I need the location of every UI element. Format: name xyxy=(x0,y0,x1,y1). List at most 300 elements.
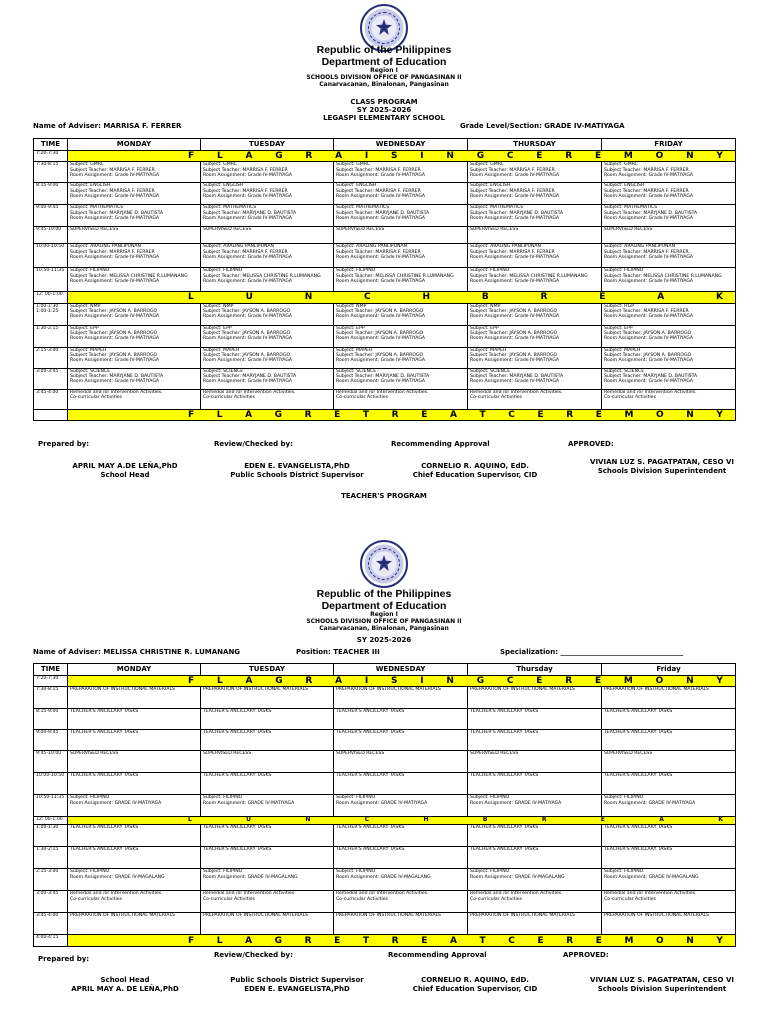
band-letter: L xyxy=(216,409,223,420)
signatory-prepared xyxy=(40,976,210,994)
schedule-cell: Subject: ENGLISH Subject Teacher: MARRISA F. FERRER Room Assignment: Grade IV-MATIYAGA xyxy=(468,183,602,205)
schedule-cell: PREPARATION OF INSTRUCTIONAL MATERIALS xyxy=(602,913,736,935)
band-letter: A xyxy=(659,816,664,824)
school-year: SY 2025-2026 xyxy=(356,106,412,115)
yellow-band xyxy=(68,151,736,162)
band-letter: N xyxy=(446,151,454,161)
table-row xyxy=(34,244,736,268)
band-letter: O xyxy=(655,151,664,161)
schedule-cell: Subject: EPP Subject Teacher: JAYSON A. BARROGO Room Assignment: Grade IV-MATIYAGA xyxy=(68,325,201,347)
band-letter: A xyxy=(245,935,253,946)
band-letter: L xyxy=(216,676,223,686)
schedule-cell: Subject: GMRC Subject Teacher: MARRISA F. FERRER Room Assignment: Grade IV-MATIYAGA xyxy=(68,162,201,183)
schedule-cell: Subject: MAPEH Subject Teacher: JAYSON A. BARROGO Room Assignment: Grade IV-MATIYAGA xyxy=(334,347,468,368)
schedule-cell: Subject: EPP Subject Teacher: JAYSON A. BARROGO Room Assignment: Grade IV-MATIYAGA xyxy=(602,325,736,347)
signatory-name: CORNELIO R. AQUINO, EdD. xyxy=(421,462,529,470)
schedule-cell: Subject: ENGLISH Subject Teacher: MARRISA F. FERRER Room Assignment: Grade IV-MATIYAGA xyxy=(68,183,201,205)
time-cell: 1:00-1:30 1:00-1:25 xyxy=(34,303,68,325)
schedule-cell: Subject: ARALING PANLIPUNAN Subject Teacher: MARRISA F. FERRER Room Assignment: Grade IV-MATIYAGA xyxy=(68,244,201,268)
schedule-cell: Subject: NMP Subject Teacher: JAYSON A. BARROGO Room Assignment: Grade IV-MATIYAGA xyxy=(68,303,201,325)
band-letter: E xyxy=(594,151,602,161)
schedule-cell: Remedial and /or Intervention Activities. Co-curricular Activities xyxy=(602,891,736,913)
schedule-cell: TEACHER'S ANCILLARY TASKS xyxy=(68,709,201,730)
band-letter: N xyxy=(686,935,694,946)
band-letter: A xyxy=(245,151,253,161)
signatory-name: APRIL MAY A. DE LEÑA,PhD xyxy=(71,984,179,993)
schedule-cell: Subject: FILIPINO Subject Teacher: MELISSA CHRISTINE R.LUMANANG Room Assignment: Grade IV-MATIYAGA xyxy=(68,268,201,292)
band-letter: C xyxy=(364,292,371,303)
schedule-cell: SUPERVISED RECESS xyxy=(602,227,736,244)
page1-program-block xyxy=(0,98,768,122)
band-letter: T xyxy=(362,409,370,420)
table-row xyxy=(34,825,736,847)
column-header: TIME xyxy=(34,139,68,151)
schedule-cell: PREPARATION OF INSTRUCTIONAL MATERIALS xyxy=(68,913,201,935)
band-letter: U xyxy=(245,292,253,303)
schedule-cell: Subject: MATHEMATICS Subject Teacher: MARYJANE D. BAUTISTA Room Assignment: Grade IV-MATIYAGA xyxy=(201,205,334,227)
schedule-cell: Subject: SCIENCE Subject Teacher: MARYJANE D. BAUTISTA Room Assignment: Grade IV-MATIYAGA xyxy=(201,368,334,389)
band-letter: G xyxy=(275,676,283,686)
band-letter: R xyxy=(304,409,312,420)
signatory-title: Chief Education Supervisor, CID xyxy=(412,470,538,479)
band-time: 4:00-4:15 xyxy=(34,935,68,947)
table-row xyxy=(34,368,736,389)
band-letter: G xyxy=(274,935,283,946)
specialization-label: Specialization: ___________________________________ xyxy=(500,648,683,656)
header-row xyxy=(34,664,736,676)
schedule-cell: SUPERVISED RECESS xyxy=(68,751,201,773)
band-letter: R xyxy=(565,676,573,686)
band-row xyxy=(34,292,736,303)
band-letter: E xyxy=(334,409,341,420)
schedule-cell: TEACHER'S ANCILLARY TASKS xyxy=(468,825,602,847)
schedule-cell: Subject: FILIPINO Subject Teacher: MELISSA CHRISTINE R.LUMANANG Room Assignment: Grade IV-MATIYAGA xyxy=(602,268,736,292)
signatory-reviewed xyxy=(212,462,382,480)
schedule-cell: TEACHER'S ANCILLARY TASKS xyxy=(201,847,334,869)
schedule-cell: SUPERVISED RECESS xyxy=(334,751,468,773)
schedule-cell: PREPARATION OF INSTRUCTIONAL MATERIALS xyxy=(468,913,602,935)
adviser-name: Name of Adviser: MARRISA F. FERRER xyxy=(33,122,182,130)
band-letter: A xyxy=(335,676,343,686)
band-letter: Y xyxy=(716,151,723,161)
schedule-cell: TEACHER'S ANCILLARY TASKS xyxy=(334,709,468,730)
table-row xyxy=(34,913,736,935)
time-cell: 9:45-10:00 xyxy=(34,227,68,244)
signatory-title: Chief Education Supervisor, CID xyxy=(412,984,538,993)
schedule-cell: SUPERVISED RECESS xyxy=(68,227,201,244)
schedule-cell: Subject: SCIENCE Subject Teacher: MARYJANE D. BAUTISTA Room Assignment: Grade IV-MATIYAGA xyxy=(68,368,201,389)
band-letter: R xyxy=(540,292,548,303)
column-header: MONDAY xyxy=(68,139,201,151)
schedule-cell: Remedial and /or Intervention Activities. Co-curricular Activities xyxy=(68,389,201,409)
signatory-reviewed xyxy=(212,976,382,994)
adviser-name: Name of Adviser: MELISSA CHRISTINE R. LUMANANG xyxy=(33,648,241,656)
signatory-name: APRIL MAY A.DE LEÑA,PhD xyxy=(72,462,178,470)
band-letter: R xyxy=(566,409,574,420)
yellow-band xyxy=(68,292,736,303)
republic-title: Republic of the Philippines xyxy=(316,588,452,600)
schedule-cell: PREPARATION OF INSTRUCTIONAL MATERIALS xyxy=(201,913,334,935)
department-title: Department of Education xyxy=(321,56,447,69)
table-row xyxy=(34,869,736,891)
band-letter: A xyxy=(657,292,665,303)
band-letter: F xyxy=(188,409,195,420)
division-label: SCHOOLS DIVISION OFFICE OF PANGASINAN II xyxy=(306,74,462,82)
schedule-cell: Subject: FILIPINO Room Assignment: GRADE IV-MAGALANG xyxy=(201,869,334,891)
schedule-cell: TEACHER'S ANCILLARY TASKS xyxy=(201,709,334,730)
schedule-cell: PREPARATION OF INSTRUCTIONAL MATERIALS xyxy=(468,687,602,709)
republic-title: Republic of the Philippines xyxy=(316,44,452,56)
band-letter: C xyxy=(506,151,514,161)
band-letter: M xyxy=(623,151,633,161)
band-time: 7:20-7:30 xyxy=(34,151,68,162)
band-letter: K xyxy=(716,292,723,303)
signatory-title: Schools Division Superintendent xyxy=(597,466,727,475)
band-letter: R xyxy=(541,816,547,824)
schedule-cell: Subject: FILIPINO Room Assignment: GRADE IV-MATIYAGA xyxy=(201,795,334,817)
band-time: 7:20-7:30 xyxy=(34,676,68,687)
table-row xyxy=(34,205,736,227)
region-label: Region I xyxy=(370,67,398,75)
department-title: Department of Education xyxy=(321,600,447,613)
prepared-by-label: Prepared by: xyxy=(38,440,90,448)
schedule-cell: Subject: ARALING PANLIPUNAN Subject Teacher: MARRISA F. FERRER Room Assignment: Grade IV-MATIYAGA xyxy=(334,244,468,268)
signatory-approved xyxy=(562,458,762,476)
signatory-title: Schools Division Superintendent xyxy=(597,984,727,993)
band-letter: H xyxy=(422,292,431,303)
signatory-name: VIVIAN LUZ S. PAGATPATAN, CESO VI xyxy=(590,976,734,984)
table-row xyxy=(34,303,736,325)
schedule-cell: SUPERVISED RECESS xyxy=(468,751,602,773)
table-row xyxy=(34,227,736,244)
band-row xyxy=(34,935,736,947)
schedule-cell: TEACHER'S ANCILLARY TASKS xyxy=(602,825,736,847)
band-letter: E xyxy=(600,816,605,824)
band-letter: E xyxy=(421,409,428,420)
time-cell: 7:30-8:15 xyxy=(34,687,68,709)
schedule-cell: Subject: SCIENCE Subject Teacher: MARYJANE D. BAUTISTA Room Assignment: Grade IV-MATIYAGA xyxy=(602,368,736,389)
schedule-cell: TEACHER'S ANCILLARY TASKS xyxy=(68,847,201,869)
band-letter: A xyxy=(245,676,253,686)
address-label: Canarvacanan, Binalonan, Pangasinan xyxy=(319,624,449,632)
band-letter: E xyxy=(594,676,602,686)
time-cell: 9:00-9:45 xyxy=(34,205,68,227)
band-letter: E xyxy=(595,409,602,420)
band-letter: B xyxy=(482,816,488,824)
band-letter: E xyxy=(537,935,544,946)
schedule-cell: Subject: MATHEMATICS Subject Teacher: MARYJANE D. BAUTISTA Room Assignment: Grade IV-MATIYAGA xyxy=(468,205,602,227)
band-letter: A xyxy=(245,409,253,420)
division-label: SCHOOLS DIVISION OFFICE OF PANGASINAN II xyxy=(306,618,462,626)
schedule-cell: TEACHER'S ANCILLARY TASKS xyxy=(602,847,736,869)
band-letter: E xyxy=(537,409,544,420)
schedule-cell: TEACHER'S ANCILLARY TASKS xyxy=(334,847,468,869)
band-letter: I xyxy=(420,676,424,686)
schedule-cell: SUPERVISED RECESS xyxy=(468,227,602,244)
yellow-band xyxy=(68,817,736,825)
region-label: Region I xyxy=(370,611,398,619)
schedule-cell: Subject: FILIPINO Room Assignment: GRADE IV-MAGALANG xyxy=(602,869,736,891)
table-row xyxy=(34,730,736,751)
time-cell: 3:45-4:00 xyxy=(34,913,68,935)
table-row xyxy=(34,773,736,795)
schedule-cell: TEACHER'S ANCILLARY TASKS xyxy=(602,709,736,730)
band-letter: K xyxy=(718,816,723,824)
band-letter: O xyxy=(655,676,664,686)
table-row xyxy=(34,183,736,205)
band-letter: F xyxy=(188,676,195,686)
position-label: Position: TEACHER III xyxy=(296,648,380,656)
band-text xyxy=(68,676,735,686)
schedule-cell: Subject: EPP Subject Teacher: JAYSON A. BARROGO Room Assignment: Grade IV-MATIYAGA xyxy=(468,325,602,347)
time-cell: 7:30-8:15 xyxy=(34,162,68,183)
recommending-label: Recommending Approval xyxy=(388,951,487,959)
band-letter: L xyxy=(216,935,223,946)
column-header: MONDAY xyxy=(68,664,201,676)
schedule-cell: TEACHER'S ANCILLARY TASKS xyxy=(201,773,334,795)
schedule-cell: SUPERVISED RECESS xyxy=(201,751,334,773)
band-letter: Y xyxy=(716,409,723,420)
band-letter: R xyxy=(566,935,574,946)
page1-header xyxy=(0,44,768,89)
band-letter: C xyxy=(364,816,370,824)
band-letter: E xyxy=(595,935,602,946)
signatory-recommending xyxy=(385,462,565,480)
table-row xyxy=(34,847,736,869)
time-cell: 3:00-3:45 xyxy=(34,368,68,389)
band-letter: C xyxy=(508,409,515,420)
band-letter: A xyxy=(335,151,343,161)
recommending-label: Recommending Approval xyxy=(391,440,490,448)
schedule-cell: SUPERVISED RECESS xyxy=(602,751,736,773)
schedule-cell: Remedial and /or Intervention Activities. Co-curricular Activities xyxy=(68,891,201,913)
prepared-by-label: Prepared by: xyxy=(38,955,90,963)
time-cell: 2:15-3:00 xyxy=(34,869,68,891)
teachers-program-table xyxy=(33,663,736,947)
address-label: Canarvacanan, Binalonan, Pangasinan xyxy=(319,80,449,88)
schedule-cell: TEACHER'S ANCILLARY TASKS xyxy=(68,730,201,751)
column-header: TIME xyxy=(34,664,68,676)
band-letter: T xyxy=(362,935,370,946)
schedule-cell: SUPERVISED RECESS xyxy=(201,227,334,244)
band-letter: E xyxy=(421,935,428,946)
time-cell: 9:45-10:00 xyxy=(34,751,68,773)
table-row xyxy=(34,389,736,409)
band-letter: R xyxy=(565,151,573,161)
band-letter: U xyxy=(246,816,252,824)
school-name: LEGASPI ELEMENTARY SCHOOL xyxy=(323,114,445,123)
schedule-cell: Subject: FILIPINO Room Assignment: GRADE IV-MAGALANG xyxy=(68,869,201,891)
column-header: THURSDAY xyxy=(468,139,602,151)
page2-header xyxy=(0,588,768,633)
signatory-title: School Head xyxy=(100,976,150,984)
schedule-cell: Subject: FILIPINO Room Assignment: GRADE IV-MATIYAGA xyxy=(468,795,602,817)
program-title: CLASS PROGRAM xyxy=(350,98,418,106)
band-letter: R xyxy=(305,151,313,161)
band-letter: I xyxy=(420,151,424,161)
schedule-cell: Subject: EPP Subject Teacher: JAYSON A. BARROGO Room Assignment: Grade IV-MATIYAGA xyxy=(201,325,334,347)
time-cell: 10:50-11:35 xyxy=(34,795,68,817)
time-cell: 1:30-2:15 xyxy=(34,847,68,869)
band-letter: G xyxy=(476,151,485,161)
schedule-cell: Subject: FILIPINO Room Assignment: GRADE IV-MATIYAGA xyxy=(334,795,468,817)
schedule-cell: TEACHER'S ANCILLARY TASKS xyxy=(68,773,201,795)
schedule-cell: PREPARATION OF INSTRUCTIONAL MATERIALS xyxy=(602,687,736,709)
band-letter: N xyxy=(304,292,313,303)
column-header: WEDNESDAY xyxy=(334,139,468,151)
page2-sy-block xyxy=(0,636,768,644)
signatory-name: CORNELIO R. AQUINO, EdD. xyxy=(421,976,529,984)
table-row xyxy=(34,347,736,368)
band-letter: O xyxy=(656,935,664,946)
approved-label: APPROVED: xyxy=(563,951,609,959)
schedule-cell: Subject: MATHEMATICS Subject Teacher: MARYJANE D. BAUTISTA Room Assignment: Grade IV-MATIYAGA xyxy=(334,205,468,227)
teachers-program-title: TEACHER'S PROGRAM xyxy=(341,492,427,500)
schedule-cell: TEACHER'S ANCILLARY TASKS xyxy=(334,825,468,847)
band-text xyxy=(68,410,735,420)
schedule-cell: Subject: HGP Subject Teacher: MARRISA F. FERRER Room Assignment: Grade IV-MATIYAGA xyxy=(602,303,736,325)
reviewed-by-label: Review/Checked by: xyxy=(214,951,293,959)
band-letter: N xyxy=(686,409,694,420)
band-letter: I xyxy=(364,676,369,686)
band-letter: M xyxy=(624,935,634,946)
schedule-cell: TEACHER'S ANCILLARY TASKS xyxy=(334,730,468,751)
schedule-cell: Subject: SCIENCE Subject Teacher: MARYJANE D. BAUTISTA Room Assignment: Grade IV-MATIYAGA xyxy=(468,368,602,389)
table-row xyxy=(34,325,736,347)
schedule-cell: Subject: ARALING PANLIPUNAN Subject Teacher: MARRISA F. FERRER Room Assignment: Grade IV-MATIYAGA xyxy=(602,244,736,268)
yellow-band xyxy=(68,409,736,420)
band-row xyxy=(34,676,736,687)
schedule-cell: Subject: MAPEH Subject Teacher: JAYSON A. BARROGO Room Assignment: Grade IV-MATIYAGA xyxy=(468,347,602,368)
band-letter: N xyxy=(686,151,694,161)
column-header: TUESDAY xyxy=(201,664,334,676)
schedule-cell: Subject: FILIPINO Room Assignment: GRADE IV-MAGALANG xyxy=(334,869,468,891)
band-letter: M xyxy=(624,409,634,420)
band-letter: A xyxy=(449,935,457,946)
schedule-cell: TEACHER'S ANCILLARY TASKS xyxy=(602,730,736,751)
schedule-cell: SUPERVISED RECESS xyxy=(334,227,468,244)
band-letter: T xyxy=(479,935,486,946)
band-letter: N xyxy=(305,816,311,824)
band-time xyxy=(34,409,68,420)
time-cell: 1:30-2:15 xyxy=(34,325,68,347)
signatory-name: EDEN E. EVANGELISTA,PhD xyxy=(244,984,350,993)
signatory-name: EDEN E. EVANGELISTA,PhD xyxy=(244,462,350,470)
band-letter: C xyxy=(506,676,514,686)
signatory-recommending xyxy=(385,976,565,994)
schedule-cell: TEACHER'S ANCILLARY TASKS xyxy=(468,730,602,751)
time-cell: 8:15-9:00 xyxy=(34,183,68,205)
schedule-cell: PREPARATION OF INSTRUCTIONAL MATERIALS xyxy=(201,687,334,709)
schedule-cell: PREPARATION OF INSTRUCTIONAL MATERIALS xyxy=(334,687,468,709)
time-cell: 9:00-9:45 xyxy=(34,730,68,751)
yellow-band xyxy=(68,935,736,947)
table-row xyxy=(34,709,736,730)
time-cell: 10:50-11:35 xyxy=(34,268,68,292)
column-header: Friday xyxy=(602,664,736,676)
schedule-cell: TEACHER'S ANCILLARY TASKS xyxy=(468,773,602,795)
schedule-cell: PREPARATION OF INSTRUCTIONAL MATERIALS xyxy=(334,913,468,935)
schedule-cell: Subject: FILIPINO Subject Teacher: MELISSA CHRISTINE R.LUMANANG Room Assignment: Grade IV-MATIYAGA xyxy=(201,268,334,292)
band-letter: Y xyxy=(716,676,723,686)
time-cell: 2:15-3:00 xyxy=(34,347,68,368)
grade-section: Grade Level/Section: GRADE IV-MATIYAGA xyxy=(460,122,625,130)
schedule-cell: Subject: GMRC Subject Teacher: MARRISA F. FERRER Room Assignment: Grade IV-MATIYAGA xyxy=(602,162,736,183)
schedule-cell: Subject: NMP Subject Teacher: JAYSON A. BARROGO Room Assignment: Grade IV-MATIYAGA xyxy=(201,303,334,325)
band-letter: T xyxy=(479,409,486,420)
schedule-cell: Subject: FILIPINO Subject Teacher: MELISSA CHRISTINE R.LUMANANG Room Assignment: Grade IV-MATIYAGA xyxy=(468,268,602,292)
band-letter: N xyxy=(686,676,694,686)
schedule-cell: Subject: ENGLISH Subject Teacher: MARRISA F. FERRER Room Assignment: Grade IV-MATIYAGA xyxy=(201,183,334,205)
approved-label: APPROVED: xyxy=(568,440,614,448)
band-time: 12: 00-1:00 xyxy=(34,817,68,825)
band-letter: Y xyxy=(716,935,723,946)
schedule-cell: Subject: SCIENCE Subject Teacher: MARYJANE D. BAUTISTA Room Assignment: Grade IV-MATIYAGA xyxy=(334,368,468,389)
table-row xyxy=(34,795,736,817)
schedule-cell: TEACHER'S ANCILLARY TASKS xyxy=(468,709,602,730)
signatory-approved xyxy=(562,976,762,994)
signatory-title: School Head xyxy=(100,470,150,479)
band-letter: F xyxy=(188,935,195,946)
schedule-cell: Remedial and /or Intervention Activities. Co-curricular Activities xyxy=(334,891,468,913)
band-letter: G xyxy=(476,676,485,686)
schedule-cell: Subject: NMP Subject Teacher: JAYSON A. BARROGO Room Assignment: Grade IV-MATIYAGA xyxy=(468,303,602,325)
schedule-cell: Subject: NMP Subject Teacher: JAYSON A. BARROGO Room Assignment: Grade IV-MATIYAGA xyxy=(334,303,468,325)
schedule-cell: Remedial and /or Intervention Activities. Co-curricular Activities xyxy=(201,389,334,409)
schedule-cell: Subject: MATHEMATICS Subject Teacher: MARYJANE D. BAUTISTA Room Assignment: Grade IV-MATIYAGA xyxy=(602,205,736,227)
time-cell: 8:15-9:00 xyxy=(34,709,68,730)
column-header: WEDNESDAY xyxy=(334,664,468,676)
schedule-cell: Subject: MAPEH Subject Teacher: JAYSON A. BARROGO Room Assignment: Grade IV-MATIYAGA xyxy=(602,347,736,368)
band-row xyxy=(34,151,736,162)
signatory-name: VIVIAN LUZ S. PAGATPATAN, CESO VI xyxy=(590,458,734,466)
signatory-title: Public Schools District Supervisor xyxy=(230,470,364,479)
band-letter: I xyxy=(364,151,369,161)
band-text xyxy=(68,151,735,161)
band-letter: R xyxy=(391,935,399,946)
band-letter: R xyxy=(391,409,399,420)
class-program-table xyxy=(33,138,736,421)
table-row xyxy=(34,268,736,292)
schedule-cell: Subject: ARALING PANLIPUNAN Subject Teacher: MARRISA F. FERRER Room Assignment: Grade IV-MATIYAGA xyxy=(201,244,334,268)
column-header: Thursday xyxy=(468,664,602,676)
schedule-cell: Subject: GMRC Subject Teacher: MARRISA F. FERRER Room Assignment: Grade IV-MATIYAGA xyxy=(201,162,334,183)
school-year: SY 2025-2026 xyxy=(356,636,412,644)
schedule-cell: Subject: FILIPINO Room Assignment: GRADE IV-MAGALANG xyxy=(468,869,602,891)
band-letter: L xyxy=(188,292,194,303)
column-header: FRIDAY xyxy=(602,139,736,151)
schedule-cell: Subject: FILIPINO Room Assignment: GRADE IV-MATIYAGA xyxy=(602,795,736,817)
schedule-cell: Subject: ARALING PANLIPUNAN Subject Teacher: MARRISA F. FERRER Room Assignment: Grade IV-MATIYAGA xyxy=(468,244,602,268)
schedule-cell: TEACHER'S ANCILLARY TASKS xyxy=(201,730,334,751)
schedule-cell: Subject: MAPEH Subject Teacher: JAYSON A. BARROGO Room Assignment: Grade IV-MATIYAGA xyxy=(68,347,201,368)
band-letter: S xyxy=(391,151,398,161)
band-time: 12: 00-1:00 xyxy=(34,292,68,303)
band-letter: E xyxy=(599,292,606,303)
band-letter: H xyxy=(423,816,429,824)
band-letter: G xyxy=(274,409,283,420)
band-letter: R xyxy=(305,676,313,686)
schedule-cell: TEACHER'S ANCILLARY TASKS xyxy=(334,773,468,795)
schedule-cell: Remedial and /or Intervention Activities. Co-curricular Activities xyxy=(334,389,468,409)
schedule-cell: Subject: GMRC Subject Teacher: MARRISA F. FERRER Room Assignment: Grade IV-MATIYAGA xyxy=(334,162,468,183)
band-letter: B xyxy=(481,292,489,303)
schedule-cell: Remedial and /or Intervention Activities. Co-curricular Activities xyxy=(201,891,334,913)
schedule-cell: Subject: ENGLISH Subject Teacher: MARRISA F. FERRER Room Assignment: Grade IV-MATIYAGA xyxy=(602,183,736,205)
schedule-cell: Subject: MAPEH Subject Teacher: JAYSON A. BARROGO Room Assignment: Grade IV-MATIYAGA xyxy=(201,347,334,368)
schedule-cell: Subject: EPP Subject Teacher: JAYSON A. BARROGO Room Assignment: Grade IV-MATIYAGA xyxy=(334,325,468,347)
band-letter: E xyxy=(536,151,543,161)
